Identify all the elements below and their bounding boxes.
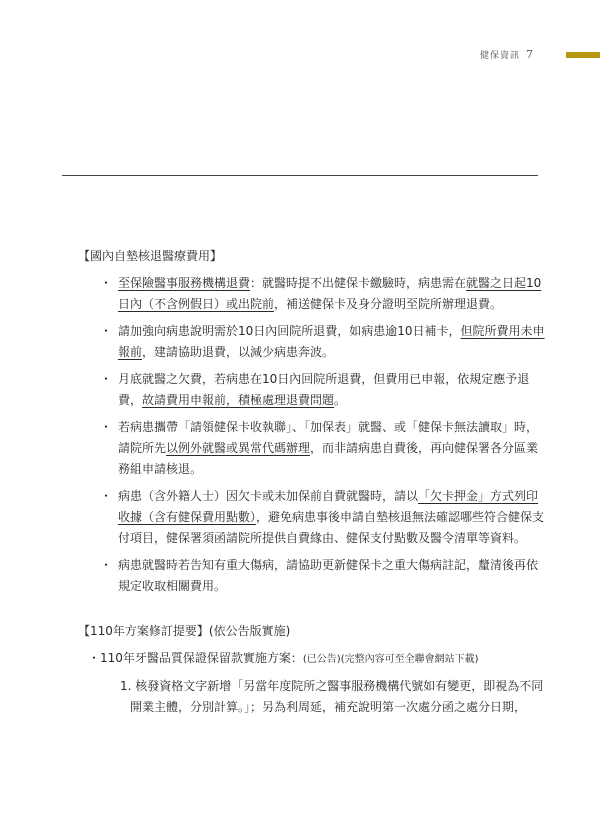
section-amendments (78, 621, 548, 718)
underlined-text: 至保險醫事服務機構退費 (118, 276, 251, 290)
sub-bullet-text: 110年牙醫品質保證保留款實施方案： (100, 651, 303, 665)
underlined-text: 但院所費用未申報前 (118, 324, 545, 359)
bullet-text: ，補送健保卡及身分證明至院所辦理退費。 (274, 297, 503, 311)
section-divider (62, 175, 538, 176)
refund-bullet-item (102, 273, 548, 315)
refund-bullet-item (102, 321, 548, 363)
bullet-text: ，避免病患事後申請自墊核退無法確認哪些符合健保支付項目，健保署須函請院所提供自費緣由、健保支付點數及醫令清單等資料。 (118, 510, 545, 545)
bullet-dot: ・ (88, 651, 101, 665)
underlined-text: 故請費用申報前，積極處理退費問題 (142, 393, 335, 407)
sub-bullet-quality-plan (78, 648, 548, 670)
underlined-text: 就醫之日起10日內（不含例假日）或出院前 (118, 276, 542, 311)
header-accent-bar (566, 52, 600, 58)
refund-bullet-item (102, 417, 548, 480)
running-header (480, 48, 534, 61)
page-body (78, 246, 548, 718)
underlined-text: 「欠卡押金」方式列印收據（含有健保費用點數） (118, 489, 539, 524)
section-heading-refund: 【國內自墊核退醫療費用】 (78, 249, 223, 263)
numbered-item-text: 1. 核發資格文字新增「另當年度院所之醫事服務機構代號如有變更，即視為不同開業主體，分別計算。」；另為利周延，補充說明第一次處分函之處分日期， (120, 679, 544, 714)
bullet-text: 病患就醫時若告知有重大傷病，請協助更新健保卡之重大傷病註記，釐清後再依規定收取相關費用。 (118, 558, 539, 593)
section-heading-amendments: 【110年方案修訂提要】(依公告版實施) (78, 624, 291, 638)
header-section-title: 健保資訊 (479, 51, 520, 61)
bullet-text: ，建請協助退費，以減少病患奔波。 (142, 345, 335, 359)
refund-bullet-list (78, 273, 548, 597)
page-number: 7 (526, 48, 534, 61)
bullet-text: 。 (334, 393, 347, 407)
numbered-item-1 (78, 676, 548, 718)
bullet-text: ：就醫時提不出健保卡繳驗時，病患需在 (250, 276, 467, 290)
bullet-text: 月底就醫之欠費，若病患在10日內回院所退費，但費用已申報，依規定應予退費， (118, 372, 530, 407)
bullet-text: ，而非請病患自費後，再向健保署各分區業務組申請核退。 (118, 441, 539, 476)
bullet-text: 請加強向病患說明需於10日內回院所退費，如病患逾10日補卡， (118, 324, 461, 338)
refund-bullet-item (102, 486, 548, 549)
underlined-text: 以例外就醫或異常代碼辦理 (166, 441, 311, 455)
bullet-text: 若病患攜帶「請領健保卡收執聯」、「加保表」就醫、或「健保卡無法讀取」時，請院所先 (118, 420, 539, 455)
bullet-text: 病患（含外籍人士）因欠卡或未加保前自費就醫時，請以 (118, 489, 419, 503)
refund-bullet-item (102, 555, 548, 597)
sub-bullet-note: (已公告)(完整內容可至全聯會網站下載) (302, 654, 479, 665)
refund-bullet-item (102, 369, 548, 411)
